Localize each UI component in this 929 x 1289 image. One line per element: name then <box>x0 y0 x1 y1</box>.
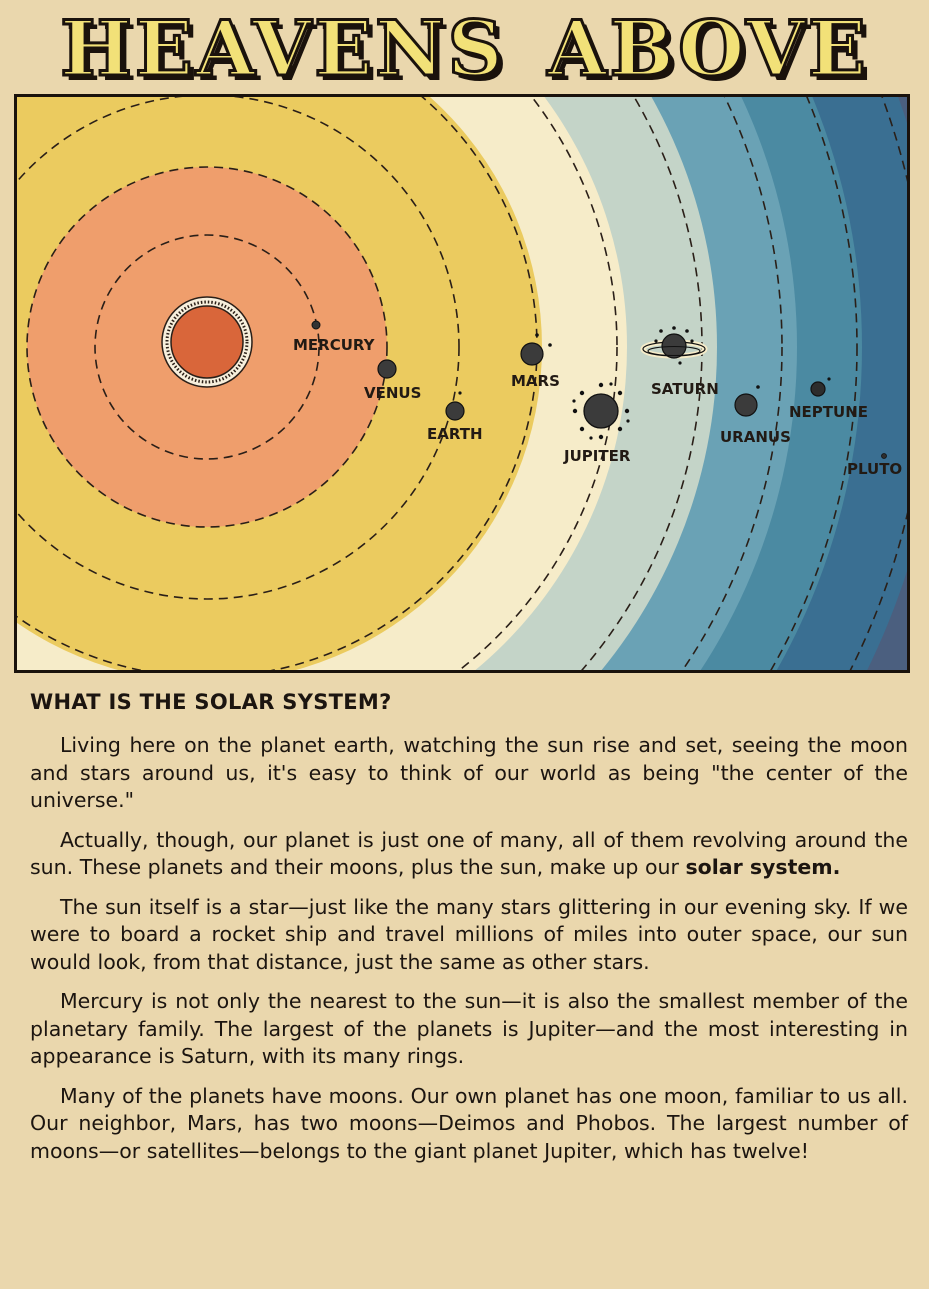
venus-icon <box>378 360 396 378</box>
label-earth: EARTH <box>427 425 483 443</box>
neptune-icon <box>811 382 825 396</box>
page-title <box>0 4 929 93</box>
sun-icon <box>162 297 252 387</box>
paragraph-1: Living here on the planet earth, watching the sun rise and set, seeing the moon and stars around us, it's easy to think of our world as being "the center of the universe." <box>30 733 908 812</box>
article-heading: WHAT IS THE SOLAR SYSTEM? <box>30 690 392 714</box>
label-uranus: URANUS <box>720 428 791 446</box>
label-pluto: PLUTO <box>847 460 903 478</box>
paragraph-2-text: Actually, though, our planet is just one of many, all of them revolving around the sun. These planets and their moons, plus the sun, make up our <box>30 827 908 879</box>
label-venus: VENUS <box>364 384 422 402</box>
mercury-icon <box>312 321 320 329</box>
solar-system-diagram <box>14 94 910 673</box>
label-mars: MARS <box>511 372 560 390</box>
article-body <box>30 732 908 1177</box>
paragraph-4: Mercury is not only the nearest to the sun—it is also the smallest member of the planetary family. The largest of the planets is Jupiter—and the most interesting in appearance is Saturn, with its many rings. <box>30 989 908 1068</box>
pluto-icon <box>882 454 887 459</box>
title-word-above: ABOVE <box>547 4 869 93</box>
label-mercury: MERCURY <box>293 336 375 354</box>
uranus-icon <box>735 394 757 416</box>
mars-icon <box>521 343 543 365</box>
label-neptune: NEPTUNE <box>789 403 869 421</box>
paragraph-2 <box>30 827 908 882</box>
label-saturn: SATURN <box>651 380 719 398</box>
earth-icon <box>446 402 464 420</box>
label-jupiter: JUPITER <box>564 447 631 465</box>
paragraph-5: Many of the planets have moons. Our own planet has one moon, familiar to us all. Our neighbor, Mars, has two moons—Deimos and Phobos. The largest number of moons—or satellites—belongs to the giant planet Jupiter, which has twelve! <box>30 1083 908 1163</box>
paragraph-3: The sun itself is a star—just like the many stars glittering in our evening sky. If we were to board a rocket ship and travel millions of miles into outer space, our sun would look, from that distance, just the same as other stars. <box>30 894 908 974</box>
paragraph-2-bold: solar system. <box>685 855 841 879</box>
title-word-heavens: HEAVENS <box>60 4 506 93</box>
